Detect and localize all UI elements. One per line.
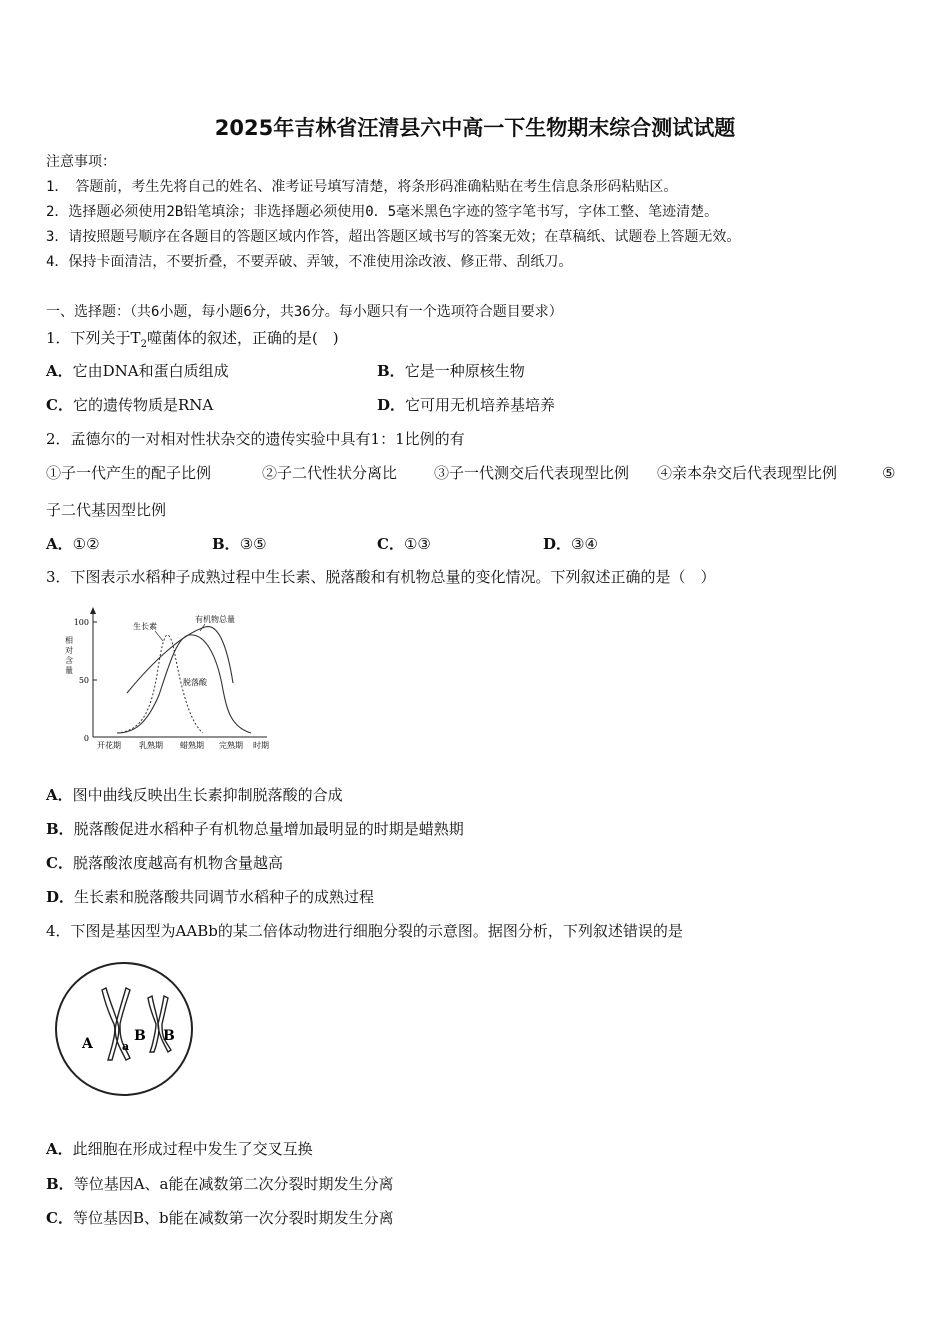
notice-item: 4．保持卡面清洁，不要折叠，不要弄破、弄皱，不准使用涂改液、修正带、刮纸刀。	[46, 254, 573, 270]
q1-option-a[interactable]: A．它由DNA和蛋白质组成	[46, 362, 229, 380]
gene-label-B: B	[134, 1028, 146, 1044]
x-tick-label: 完熟期	[219, 741, 243, 750]
gene-label-A: A	[82, 1036, 93, 1052]
question-4-stem: 4．下图是基因型为AABb的某二倍体动物进行细胞分裂的示意图。据图分析，下列叙述错误的是	[46, 922, 683, 940]
gene-label-B: B	[163, 1028, 175, 1044]
q3-option-b[interactable]: B．脱落酸促进水稻种子有机物总量增加最明显的时期是蜡熟期	[46, 820, 464, 838]
q2-item: ①子一代产生的配子比例	[46, 464, 212, 482]
q2-item: ③子一代测交后代表现型比例	[434, 464, 630, 482]
curve-label-aba: 脱落酸	[183, 678, 207, 687]
x-tick-label: 时期	[253, 741, 269, 750]
gene-label-a: a	[122, 1040, 130, 1053]
q3-option-a[interactable]: A．图中曲线反映出生长素抑制脱落酸的合成	[46, 786, 343, 804]
y-axis-label: 量	[65, 666, 73, 675]
q3-option-c[interactable]: C．脱落酸浓度越高有机物含量越高	[46, 854, 283, 872]
q2-option-c[interactable]: C．①③	[377, 535, 431, 553]
q4-option-a[interactable]: A．此细胞在形成过程中发生了交叉互换	[46, 1140, 313, 1158]
q2-item: ④亲本杂交后代表现型比例	[657, 464, 838, 482]
q4-option-b[interactable]: B．等位基因A、a能在减数第二次分裂时期发生分离	[46, 1175, 394, 1193]
q2-item: ②子二代性状分离比	[262, 464, 398, 482]
y-tick-label: 50	[78, 676, 89, 685]
q2-item: 子二代基因型比例	[46, 501, 167, 519]
y-axis-label: 相	[65, 636, 73, 645]
page-title: 2025年吉林省汪清县六中高一下生物期末综合测试试题	[214, 116, 736, 140]
y-tick-label: 0	[83, 734, 89, 743]
hormone-chart	[55, 605, 280, 755]
section-heading: 一、选择题：（共6小题，每小题6分，共36分。每小题只有一个选项符合题目要求）	[46, 304, 563, 320]
question-2-stem: 2．孟德尔的一对相对性状杂交的遗传实验中具有1：1比例的有	[46, 430, 465, 448]
question-3-stem: 3．下图表示水稻种子成熟过程中生长素、脱落酸和有机物总量的变化情况。下列叙述正确的是（ ）	[46, 568, 716, 586]
curve-label-organic: 有机物总量	[195, 615, 235, 624]
q2-item: ⑤	[882, 464, 896, 482]
y-tick-label: 100	[73, 618, 89, 627]
organic-matter-curve	[127, 627, 233, 693]
q1-option-d[interactable]: D．它可用无机培养基培养	[377, 396, 556, 414]
y-axis-arrow	[90, 607, 96, 614]
notice-item: 1． 答题前，考生先将自己的姓名、准考证号填写清楚，将条形码准确粘贴在考生信息条形码粘贴区。	[46, 179, 678, 195]
x-tick-label: 乳熟期	[139, 741, 163, 750]
q2-option-d[interactable]: D．③④	[543, 535, 598, 553]
notice-item: 2．选择题必须使用2B铅笔填涂；非选择题必须使用0．5毫米黑色字迹的签字笔书写，字体工整、笔迹清楚。	[46, 204, 719, 220]
q2-option-a[interactable]: A．①②	[46, 535, 100, 553]
cell-division-figure	[50, 956, 200, 1102]
notice-item: 3．请按照题号顺序在各题目的答题区域内作答，超出答题区域书写的答案无效；在草稿纸、试题卷上答题无效。	[46, 229, 741, 245]
notice-heading: 注意事项：	[46, 154, 116, 170]
question-1-stem: 1．下列关于$T_2$噬菌体的叙述，正确的是( )	[46, 329, 339, 350]
q4-option-c[interactable]: C．等位基因B、b能在减数第一次分裂时期发生分离	[46, 1209, 394, 1227]
q3-option-d[interactable]: D．生长素和脱落酸共同调节水稻种子的成熟过程	[46, 888, 375, 906]
curve-label-auxin: 生长素	[133, 622, 157, 631]
y-axis-label: 对	[65, 646, 73, 655]
q1-option-b[interactable]: B．它是一种原核生物	[377, 362, 525, 380]
q1-option-c[interactable]: C．它的遗传物质是RNA	[46, 396, 214, 414]
x-tick-label: 开花期	[97, 741, 121, 750]
x-tick-label: 蜡熟期	[180, 741, 204, 750]
q2-option-b[interactable]: B．③⑤	[212, 535, 267, 553]
y-axis-label: 含	[65, 656, 73, 665]
